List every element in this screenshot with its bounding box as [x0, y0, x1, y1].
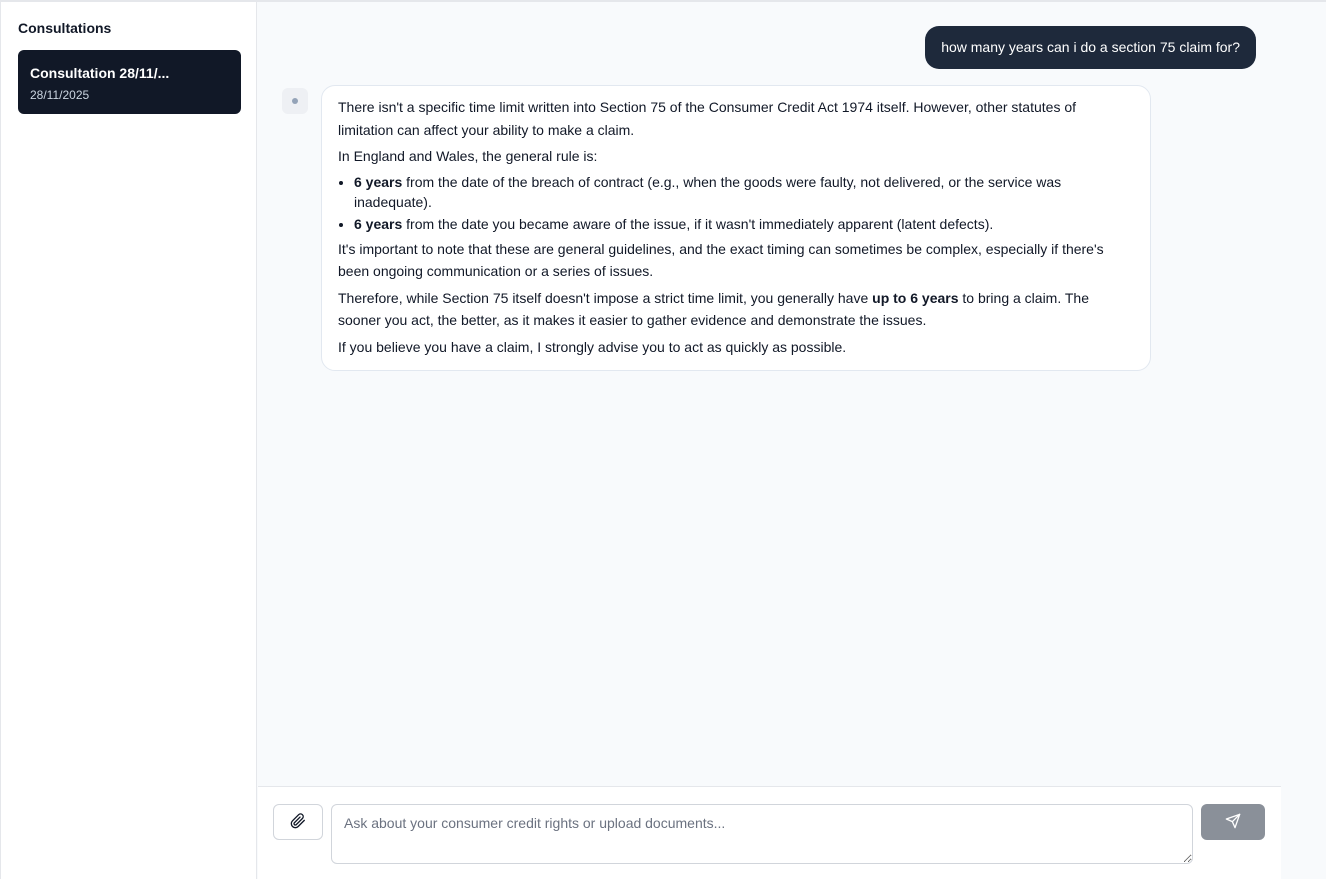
chat-area — [258, 2, 1326, 879]
sidebar-title: Consultations — [18, 20, 112, 36]
assistant-paragraph-5: If you believe you have a claim, I strongly advise you to act as quickly as possible. — [338, 338, 847, 355]
bullet-text: from the date of the breach of contract (e.g., when the goods were faulty, not delivered, or the service was inadequate). — [354, 173, 1062, 210]
list-item — [354, 214, 1134, 234]
attach-button[interactable] — [273, 804, 323, 840]
composer-bar — [258, 786, 1281, 879]
user-message: how many years can i do a section 75 claim for? — [925, 26, 1256, 69]
assistant-message — [321, 85, 1151, 371]
paperclip-icon — [290, 813, 306, 832]
message-input[interactable] — [331, 804, 1193, 864]
sidebar — [0, 2, 257, 879]
consultation-item-active[interactable] — [18, 50, 241, 114]
bullet-bold: 6 years — [354, 173, 403, 190]
p4-after: to bring a claim. The sooner you act, the better, as it makes it easier to gather evidence and demonstrate the issues. — [338, 289, 1089, 328]
assistant-avatar-icon — [282, 88, 308, 114]
list-item — [354, 172, 1134, 212]
send-button[interactable] — [1201, 804, 1265, 840]
assistant-paragraph-3: It's important to note that these are general guidelines, and the exact timing can sometimes be complex, especially if there's been ongoing communication or a series of issues. — [338, 240, 1104, 279]
consultation-title: Consultation 28/11/... — [30, 65, 170, 81]
p4-before: Therefore, while Section 75 itself doesn't impose a strict time limit, you generally have — [338, 289, 873, 306]
avatar-dot — [292, 98, 298, 104]
assistant-paragraph-4 — [338, 287, 1134, 332]
bullet-bold: 6 years — [354, 215, 403, 232]
p4-bold: up to 6 years — [872, 289, 959, 306]
assistant-paragraph-1: There isn't a specific time limit written into Section 75 of the Consumer Credit Act 1974 itself. However, other statutes of limitation can affect your ability to make a claim. — [338, 99, 1077, 138]
assistant-paragraph-2: In England and Wales, the general rule is: — [338, 148, 598, 164]
send-icon — [1225, 813, 1241, 832]
right-strip — [1281, 784, 1326, 879]
bullet-text: from the date you became aware of the issue, if it wasn't immediately apparent (latent defects). — [402, 215, 994, 232]
assistant-bullet-list — [354, 172, 1134, 234]
consultation-date: 28/11/2025 — [30, 88, 90, 102]
